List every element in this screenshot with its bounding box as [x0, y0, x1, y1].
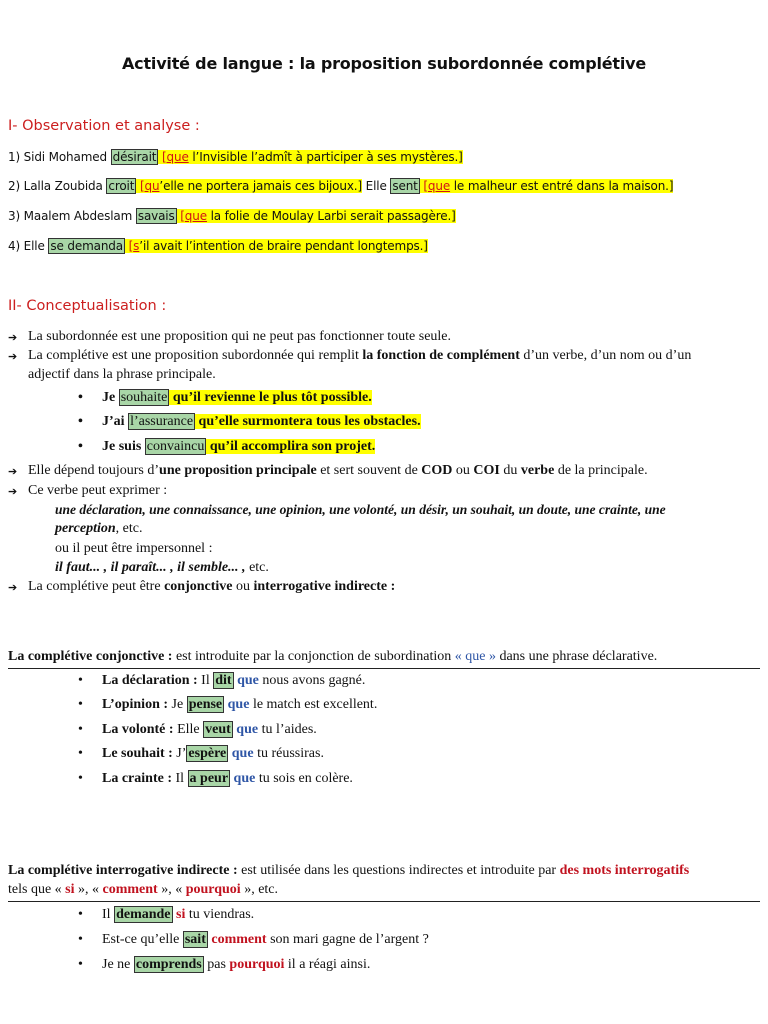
- observation-line-4: 4) Elle se demanda [s’il avait l’intention de braire pendant longtemps.]: [8, 239, 428, 253]
- conjonctive-example: • La crainte : Il a peur que tu sois en colère.: [102, 770, 353, 788]
- conjunction: que: [184, 209, 207, 223]
- arrow-bullet-icon: ➔: [8, 332, 18, 344]
- arrow-bullet-icon: ➔: [8, 582, 18, 594]
- section-conceptualisation-heading: II- Conceptualisation :: [8, 298, 167, 314]
- concept-paragraph-3: Elle dépend toujours d’une proposition principale et sert souvent de COD ou COI du verbe de la principale.: [28, 463, 648, 478]
- observation-line-2: 2) Lalla Zoubida croit [qu’elle ne portera jamais ces bijoux.] Elle sent [que le malheur est entré dans la maison.]: [8, 179, 674, 193]
- concept-paragraph-2: La complétive est une proposition subordonnée qui remplit la fonction de complément d’un verbe, d’un nom ou d’un: [28, 348, 692, 363]
- example-item: • Je souhaite qu’il revienne le plus tôt possible.: [102, 389, 372, 407]
- verb-highlight: croit: [108, 179, 135, 193]
- conjunction: que: [166, 150, 189, 164]
- conjonctive-definition: La complétive conjonctive : est introduite par la conjonction de subordination « que » dans une phrase déclarative.: [8, 649, 658, 664]
- interrogative-definition: La complétive interrogative indirecte : est utilisée dans les questions indirectes et introduite par des mots interrogatifs: [8, 863, 690, 878]
- arrow-bullet-icon: ➔: [8, 486, 18, 498]
- conjunction: qu: [144, 179, 160, 193]
- concept-paragraph-4: Ce verbe peut exprimer :: [28, 483, 168, 498]
- section-observation-heading: I- Observation et analyse :: [8, 118, 200, 134]
- arrow-bullet-icon: ➔: [8, 351, 18, 363]
- interrogative-example: • Je ne comprends pas pourquoi il a réagi ainsi.: [102, 956, 370, 974]
- example-item: • Je suis convaincu qu’il accomplira son projet.: [102, 438, 375, 456]
- verb-meaning-list-cont: perception, etc.: [55, 521, 143, 536]
- page-title: Activité de langue : la proposition subordonnée complétive: [122, 54, 646, 73]
- verb-highlight: désirait: [112, 150, 157, 164]
- conjonctive-example: • L’opinion : Je pense que le match est excellent.: [102, 696, 377, 714]
- interrogative-example: • Est-ce qu’elle sait comment son mari gagne de l’argent ?: [102, 931, 429, 949]
- verb-highlight: sent: [392, 179, 418, 193]
- interrogative-example: • Il demande si tu viendras.: [102, 906, 254, 924]
- conjonctive-example: • La volonté : Elle veut que tu l’aides.: [102, 721, 317, 739]
- conjonctive-example: • Le souhait : J’ espère que tu réussiras.: [102, 745, 324, 763]
- concept-paragraph-5: La complétive peut être conjonctive ou interrogative indirecte :: [28, 579, 396, 594]
- concept-paragraph-1: La subordonnée est une proposition qui ne peut pas fonctionner toute seule.: [28, 329, 452, 344]
- conjunction: que: [427, 179, 451, 193]
- example-item: • J’ai l’assurance qu’elle surmontera tous les obstacles.: [102, 413, 421, 431]
- word-highlight: l’assurance: [130, 414, 194, 429]
- verb-highlight: se demanda: [50, 239, 123, 253]
- word-highlight: convaincu: [146, 439, 205, 454]
- interrogative-definition-cont: tels que « si », « comment », « pourquoi », etc.: [8, 882, 279, 897]
- observation-line-3: 3) Maalem Abdeslam savais [que la folie de Moulay Larbi serait passagère.]: [8, 209, 456, 223]
- verb-highlight: savais: [137, 209, 175, 223]
- conjonctive-example: • La déclaration : Il dit que nous avons gagné.: [102, 672, 365, 690]
- observation-line-1: 1) Sidi Mohamed désirait [que l’Invisible l’admît à participer à ses mystères.]: [8, 150, 463, 164]
- divider: [8, 668, 760, 669]
- word-highlight: souhaite: [120, 390, 168, 405]
- conjunction: s: [133, 239, 140, 253]
- arrow-bullet-icon: ➔: [8, 466, 18, 478]
- concept-paragraph-2-cont: adjectif dans la phrase principale.: [28, 367, 216, 382]
- divider: [8, 901, 760, 902]
- impersonal-intro: ou il peut être impersonnel :: [55, 541, 213, 556]
- verb-meaning-list: une déclaration, une connaissance, une opinion, une volonté, un désir, un souhait, un doute, une crainte, une: [55, 502, 666, 517]
- impersonal-list: il faut... , il paraît... , il semble... , etc.: [55, 560, 269, 575]
